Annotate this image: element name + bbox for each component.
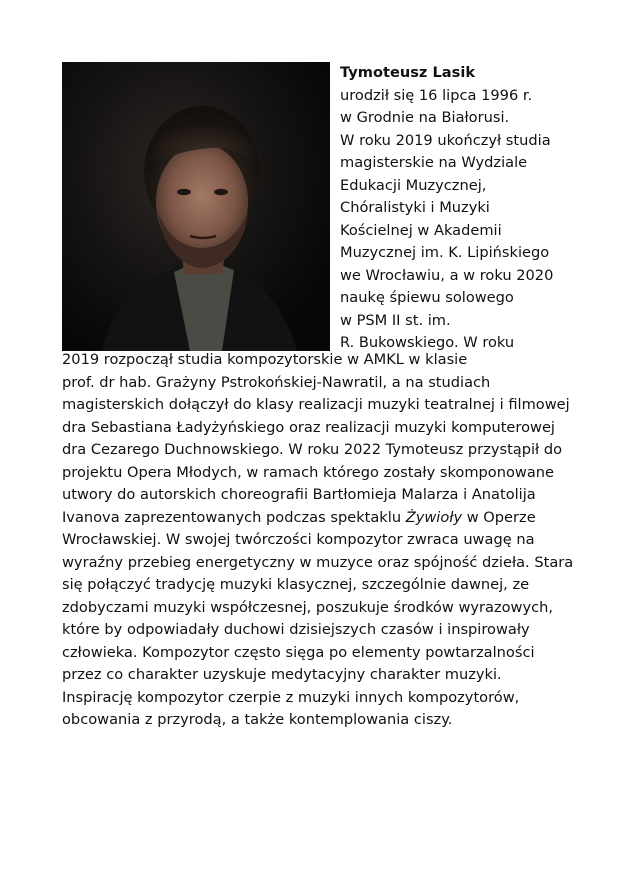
- bio-line: w PSM II st. im.: [340, 311, 451, 329]
- bio-line: obcowania z przyrodą, a także kontemplowania ciszy.: [62, 711, 453, 728]
- bio-line: we Wrocławiu, a w roku 2020: [340, 266, 554, 284]
- bio-line: Muzycznej im. K. Lipińskiego: [340, 244, 550, 261]
- bio-line: Inspirację kompozytor czerpie z muzyki innych kompozytorów,: [62, 688, 520, 706]
- bio-name: Tymoteusz Lasik: [340, 64, 476, 81]
- bio-line: które by odpowiadały duchowi dzisiejszych czasów i inspirowały: [62, 621, 530, 638]
- bio-line: R. Bukowskiego. W roku: [340, 334, 515, 351]
- bio-line: prof. dr hab. Grażyny Pstrokońskiej-Nawratil, a na studiach: [62, 373, 491, 391]
- bio-line: dra Cezarego Duchnowskiego. W roku 2022 Tymoteusz przystąpił do: [62, 441, 563, 458]
- performance-title: Żywioły: [405, 508, 463, 526]
- bio-line: człowieka. Kompozytor często sięga po elementy powtarzalności: [62, 643, 535, 661]
- bio-line: przez co charakter uzyskuje medytacyjny charakter muzyki.: [62, 666, 502, 683]
- bio-line: zdobyczami muzyki współczesnej, poszukuje środków wyrazowych,: [62, 598, 554, 616]
- bio-line: urodził się 16 lipca 1996 r.: [340, 86, 533, 104]
- bio-line: naukę śpiewu solowego: [340, 289, 514, 306]
- bio-line: 2019 rozpoczął studia kompozytorskie w AMKL w klasie: [62, 351, 468, 368]
- bio-line: [62, 507, 536, 530]
- bio-line: w Grodnie na Białorusi.: [340, 109, 510, 126]
- bio-line: Kościelnej w Akademii: [340, 221, 502, 239]
- bio-line: magisterskich dołączył do klasy realizacji muzyki teatralnej i filmowej: [62, 396, 570, 413]
- bio-line-text: Ivanova zaprezentowanych podczas spektaklu: [62, 508, 406, 526]
- bio-line: utwory do autorskich choreografii Bartłomieja Malarza i Anatolija: [62, 486, 536, 503]
- bio-line-text: w Operze: [462, 508, 536, 526]
- bio-line: dra Sebastiana Ładyżyńskiego oraz realizacji muzyki komputerowej: [62, 418, 555, 436]
- bio-line: się połączyć tradycję muzyki klasycznej, szczególnie dawnej, ze: [62, 576, 530, 593]
- portrait-photo: [62, 62, 330, 351]
- bio-line: Edukacji Muzycznej,: [340, 176, 487, 194]
- bio-line: W roku 2019 ukończył studia: [340, 131, 551, 149]
- bio-line: Wrocławskiej. W swojej twórczości kompozytor zwraca uwagę na: [62, 531, 535, 548]
- bio-line: magisterskie na Wydziale: [340, 154, 528, 171]
- bio-line: projektu Opera Młodych, w ramach którego zostały skomponowane: [62, 463, 555, 481]
- bio-line: Chóralistyki i Muzyki: [340, 199, 490, 216]
- bio-line: wyraźny przebieg energetyczny w muzyce oraz spójność dzieła. Stara: [62, 553, 574, 571]
